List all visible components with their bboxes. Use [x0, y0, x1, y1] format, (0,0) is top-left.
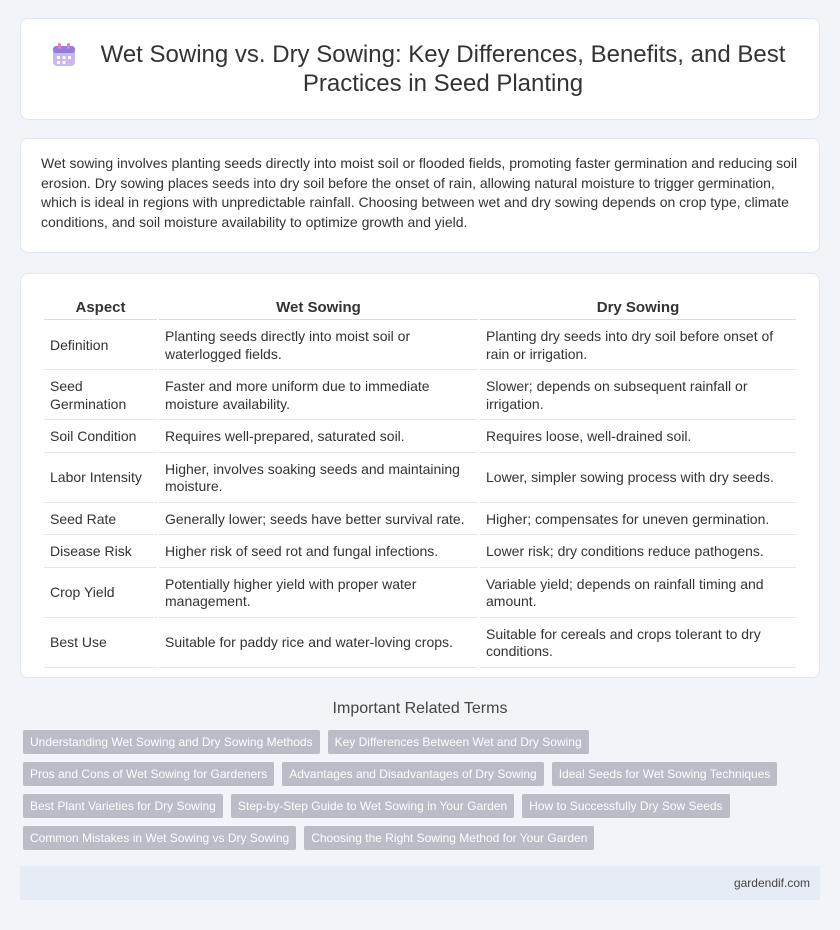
intro-paragraph: Wet sowing involves planting seeds directly into moist soil or flooded fields, promoting faster germination and reducing soil erosion. Dry sowing places seeds into dry soil before the onset of rain, allowing natural moisture to trigger germination, which is ideal in regions with unpredictable rainfall. Choosing between wet and dry sowing depends on crop type, climate conditions, and soil moisture availability to optimize growth and yield.	[41, 155, 798, 230]
wet-sowing-cell: Generally lower; seeds have better survival rate.	[159, 505, 478, 536]
dry-sowing-cell: Higher; compensates for uneven germination.	[480, 505, 796, 536]
page-title: Wet Sowing vs. Dry Sowing: Key Differences, Benefits, and Best Practices in Seed Planting	[100, 41, 786, 97]
comparison-table	[42, 292, 798, 670]
dry-sowing-cell: Lower risk; dry conditions reduce pathogens.	[480, 537, 796, 568]
related-term-tag[interactable]: Advantages and Disadvantages of Dry Sowing	[282, 762, 543, 786]
related-term-tag[interactable]: Common Mistakes in Wet Sowing vs Dry Sowing	[23, 826, 296, 850]
dry-sowing-cell: Lower, simpler sowing process with dry seeds.	[480, 455, 796, 503]
footer	[20, 866, 820, 900]
dry-sowing-cell: Requires loose, well-drained soil.	[480, 422, 796, 453]
related-term-tag[interactable]: Step-by-Step Guide to Wet Sowing in Your Garden	[231, 794, 514, 818]
wet-sowing-cell: Faster and more uniform due to immediate moisture availability.	[159, 372, 478, 420]
dry-sowing-cell: Suitable for cereals and crops tolerant to dry conditions.	[480, 620, 796, 668]
wet-sowing-cell: Higher risk of seed rot and fungal infections.	[159, 537, 478, 568]
tag-row	[23, 730, 823, 754]
related-term-tag[interactable]: Best Plant Varieties for Dry Sowing	[23, 794, 223, 818]
wet-sowing-cell: Requires well-prepared, saturated soil.	[159, 422, 478, 453]
related-terms-list	[23, 730, 823, 858]
dry-sowing-cell: Slower; depends on subsequent rainfall or irrigation.	[480, 372, 796, 420]
table-row	[44, 570, 796, 618]
aspect-cell: Crop Yield	[44, 570, 157, 618]
aspect-cell: Disease Risk	[44, 537, 157, 568]
table-row	[44, 620, 796, 668]
table-row	[44, 372, 796, 420]
wet-sowing-cell: Planting seeds directly into moist soil or waterlogged fields.	[159, 322, 478, 370]
intro-card	[20, 138, 820, 253]
column-header-aspect: Aspect	[44, 294, 157, 320]
tag-row	[23, 826, 823, 850]
related-term-tag[interactable]: Key Differences Between Wet and Dry Sowing	[328, 730, 589, 754]
column-header-dry-sowing: Dry Sowing	[480, 294, 796, 320]
footer-site-link[interactable]: gardendif.com	[733, 876, 810, 890]
wet-sowing-cell: Higher, involves soaking seeds and maintaining moisture.	[159, 455, 478, 503]
aspect-cell: Best Use	[44, 620, 157, 668]
related-term-tag[interactable]: Ideal Seeds for Wet Sowing Techniques	[552, 762, 778, 786]
aspect-cell: Definition	[44, 322, 157, 370]
comparison-card	[20, 273, 820, 678]
table-row	[44, 537, 796, 568]
tag-row	[23, 762, 823, 786]
aspect-cell: Soil Condition	[44, 422, 157, 453]
table-header-row	[44, 294, 796, 320]
aspect-cell: Seed Rate	[44, 505, 157, 536]
calendar-icon	[51, 42, 77, 68]
table-row	[44, 455, 796, 503]
table-row	[44, 505, 796, 536]
related-term-tag[interactable]: Choosing the Right Sowing Method for Your Garden	[304, 826, 594, 850]
related-term-tag[interactable]: Understanding Wet Sowing and Dry Sowing Methods	[23, 730, 320, 754]
table-row	[44, 422, 796, 453]
wet-sowing-cell: Potentially higher yield with proper water management.	[159, 570, 478, 618]
aspect-cell: Seed Germination	[44, 372, 157, 420]
dry-sowing-cell: Variable yield; depends on rainfall timing and amount.	[480, 570, 796, 618]
title-wrap	[21, 19, 819, 119]
related-terms-heading: Important Related Terms	[332, 700, 508, 717]
tag-row	[23, 794, 823, 818]
table-row	[44, 322, 796, 370]
column-header-wet-sowing: Wet Sowing	[159, 294, 478, 320]
dry-sowing-cell: Planting dry seeds into dry soil before onset of rain or irrigation.	[480, 322, 796, 370]
related-term-tag[interactable]: Pros and Cons of Wet Sowing for Gardeners	[23, 762, 274, 786]
header-card	[20, 18, 820, 120]
wet-sowing-cell: Suitable for paddy rice and water-loving crops.	[159, 620, 478, 668]
aspect-cell: Labor Intensity	[44, 455, 157, 503]
related-term-tag[interactable]: How to Successfully Dry Sow Seeds	[522, 794, 729, 818]
